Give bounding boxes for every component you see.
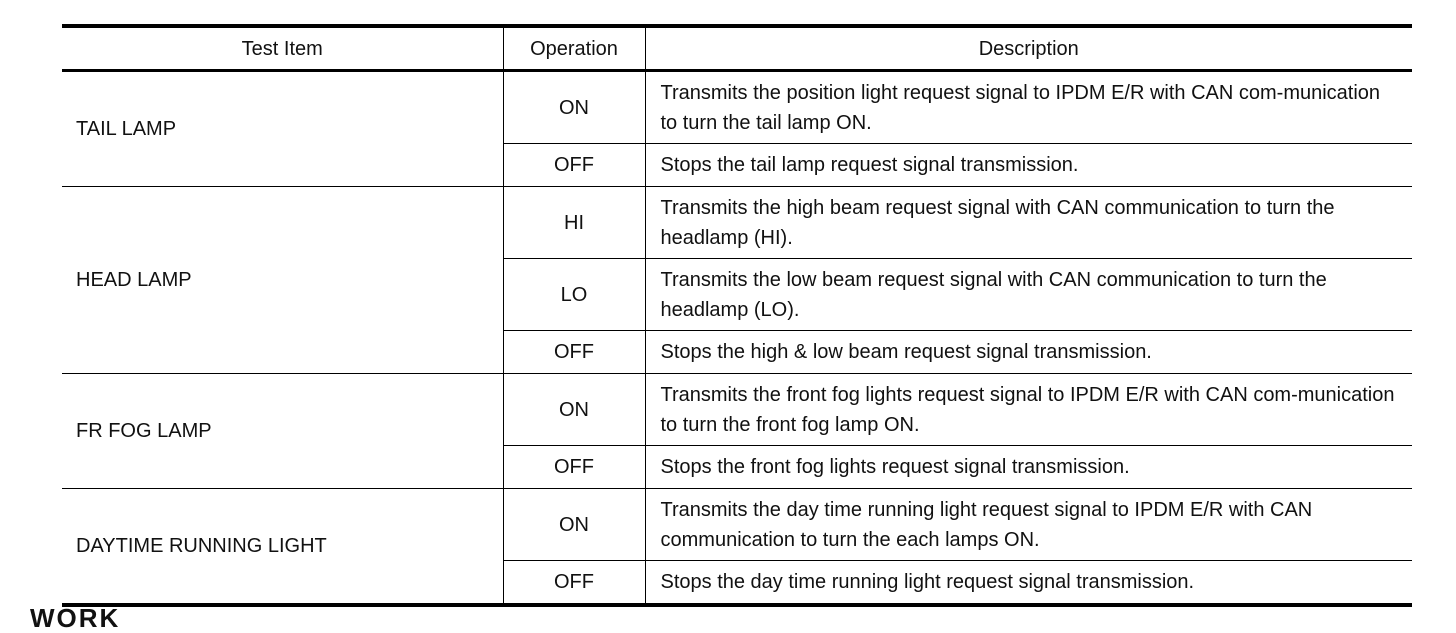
description-cell: Transmits the day time running light request signal to IPDM E/R with CAN communication to turn the each lamps ON. (645, 489, 1412, 561)
header-test-item: Test Item (62, 26, 503, 71)
table-row (62, 489, 1412, 561)
active-test-table (62, 24, 1412, 607)
description-cell: Transmits the high beam request signal with CAN communication to turn the headlamp (HI). (645, 187, 1412, 259)
header-row (62, 26, 1412, 71)
operation-cell: OFF (503, 144, 645, 187)
test-item-cell: FR FOG LAMP (62, 374, 503, 489)
test-item-cell: TAIL LAMP (62, 71, 503, 187)
description-cell: Transmits the front fog lights request signal to IPDM E/R with CAN com-munication to turn the front fog lamp ON. (645, 374, 1412, 446)
header-operation: Operation (503, 26, 645, 71)
cut-off-heading (30, 603, 170, 633)
description-cell: Transmits the position light request signal to IPDM E/R with CAN com-munication to turn the tail lamp ON. (645, 71, 1412, 144)
operation-cell: OFF (503, 561, 645, 606)
table-row (62, 71, 1412, 144)
operation-cell: ON (503, 374, 645, 446)
description-cell: Transmits the low beam request signal with CAN communication to turn the headlamp (LO). (645, 259, 1412, 331)
operation-cell: LO (503, 259, 645, 331)
description-cell: Stops the front fog lights request signal transmission. (645, 446, 1412, 489)
operation-cell: HI (503, 187, 645, 259)
active-test-table-container (62, 24, 1412, 607)
table-row (62, 374, 1412, 446)
operation-cell: OFF (503, 331, 645, 374)
description-cell: Stops the tail lamp request signal transmission. (645, 144, 1412, 187)
table-row (62, 187, 1412, 259)
operation-cell: ON (503, 71, 645, 144)
header-description: Description (645, 26, 1412, 71)
description-cell: Stops the day time running light request signal transmission. (645, 561, 1412, 606)
operation-cell: ON (503, 489, 645, 561)
cut-off-heading-text: WORK (30, 603, 121, 633)
operation-cell: OFF (503, 446, 645, 489)
test-item-cell: HEAD LAMP (62, 187, 503, 374)
test-item-cell: DAYTIME RUNNING LIGHT (62, 489, 503, 606)
description-cell: Stops the high & low beam request signal transmission. (645, 331, 1412, 374)
